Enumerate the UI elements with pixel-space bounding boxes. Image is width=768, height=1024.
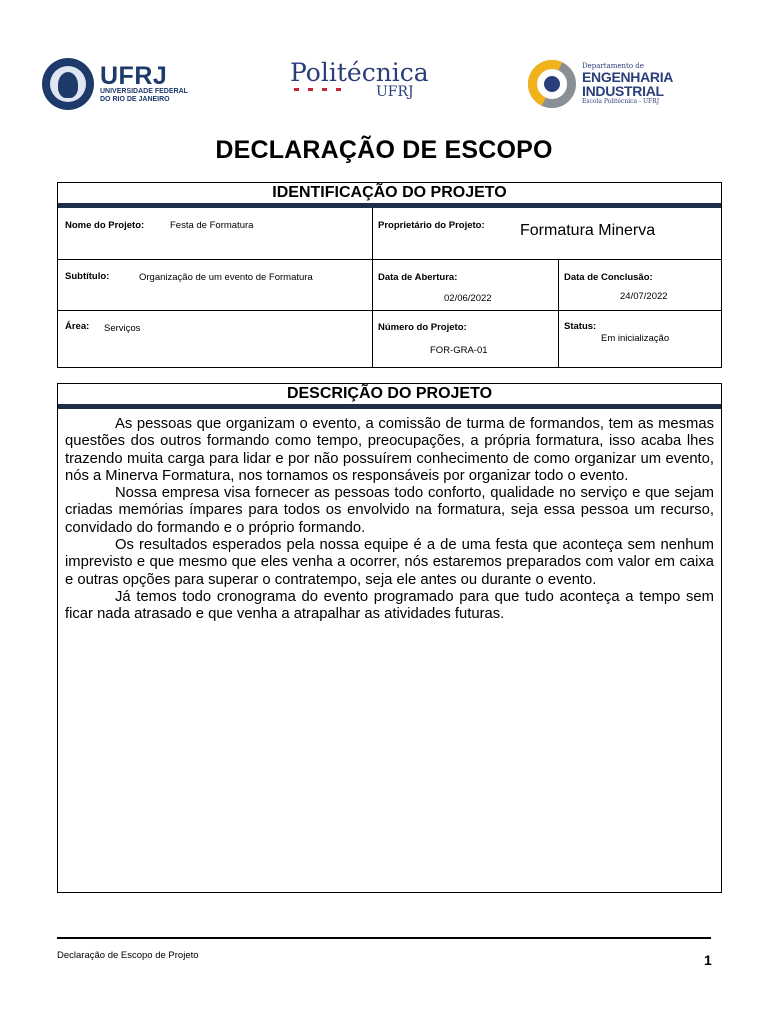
politecnica-dots-icon bbox=[294, 88, 341, 91]
project-number-cell bbox=[373, 311, 559, 367]
project-name-cell bbox=[58, 208, 373, 260]
dei-logo-sub: Escola Politécnica - UFRJ bbox=[582, 98, 660, 105]
politecnica-logo bbox=[290, 58, 430, 108]
subtitle-cell bbox=[58, 260, 373, 311]
footer-divider bbox=[57, 937, 711, 939]
ufrj-logo bbox=[42, 56, 202, 112]
description-paragraph: Os resultados esperados pela nossa equipe é a de uma festa que aconteça sem nenhum imprevisto e que mesmo que eles venha a ocorrer, nós estaremos preparados com valor em caixa e outras opções para superar o contratempo, seja ele antes ou durante o evento. bbox=[65, 537, 714, 588]
project-owner-cell bbox=[373, 208, 721, 260]
project-identification-section bbox=[57, 182, 722, 368]
start-date-cell bbox=[373, 260, 559, 311]
project-name-value: Festa de Formatura bbox=[170, 220, 254, 231]
status-value: Em inicialização bbox=[601, 333, 670, 344]
project-name-label: Nome do Projeto: bbox=[65, 220, 145, 231]
ufrj-logo-subtitle-1: UNIVERSIDADE FEDERAL bbox=[100, 88, 188, 95]
end-date-cell bbox=[559, 260, 721, 311]
subtitle-value: Organização de um evento de Formatura bbox=[139, 272, 313, 283]
dei-logo-line2: INDUSTRIAL bbox=[582, 83, 664, 99]
project-description-header: DESCRIÇÃO DO PROJETO bbox=[58, 384, 721, 409]
project-description-section bbox=[57, 383, 722, 893]
project-description-body bbox=[58, 409, 721, 624]
ufrj-emblem-icon bbox=[42, 58, 94, 110]
area-label: Área: bbox=[65, 321, 90, 332]
dei-logo-line1: ENGENHARIA bbox=[582, 69, 674, 85]
end-date-value: 24/07/2022 bbox=[620, 291, 668, 302]
footer-text: Declaração de Escopo de Projeto bbox=[57, 950, 199, 961]
area-value: Serviços bbox=[104, 323, 141, 334]
description-paragraph: As pessoas que organizam o evento, a comissão de turma de formandos, tem as mesmas questões dos outros formando como tempo, preocupações, a própria formatura, isso acaba lhes trazendo muita carga para lidar e por não possuírem conhecimento de como organizar um evento, nós a Minerva Formatura, nos tornamos os responsáveis por organizar todo o evento. bbox=[65, 416, 714, 484]
ufrj-logo-name: UFRJ bbox=[100, 62, 168, 90]
start-date-label: Data de Abertura: bbox=[378, 272, 458, 283]
subtitle-label: Subtítulo: bbox=[65, 271, 110, 282]
project-number-value: FOR-GRA-01 bbox=[430, 345, 488, 356]
description-paragraph: Já temos todo cronograma do evento programado para que tudo aconteça a tempo sem ficar nada atrasado e que venha a atrapalhar as atividades futuras. bbox=[65, 588, 714, 623]
description-paragraph: Nossa empresa visa fornecer as pessoas todo conforto, qualidade no serviço e que sejam criadas memórias ímpares para todos os envolvido na formatura, seja essa pessoa um recurso, convidado do formando e o próprio formando. bbox=[65, 485, 714, 536]
dei-logo bbox=[526, 56, 678, 112]
project-identification-header: IDENTIFICAÇÃO DO PROJETO bbox=[58, 183, 721, 208]
politecnica-logo-name: Politécnica bbox=[290, 58, 429, 87]
start-date-value: 02/06/2022 bbox=[444, 293, 492, 304]
project-owner-value: Formatura Minerva bbox=[520, 222, 656, 239]
status-label: Status: bbox=[564, 321, 597, 332]
project-number-label: Número do Projeto: bbox=[378, 322, 467, 333]
area-cell bbox=[58, 311, 373, 367]
dei-emblem-icon bbox=[526, 58, 578, 110]
ufrj-logo-subtitle-2: DO RIO DE JANEIRO bbox=[100, 96, 170, 103]
status-cell bbox=[559, 311, 721, 367]
page-number: 1 bbox=[704, 952, 712, 968]
end-date-label: Data de Conclusão: bbox=[564, 272, 653, 283]
project-owner-label: Proprietário do Projeto: bbox=[378, 220, 485, 231]
politecnica-logo-sub: UFRJ bbox=[376, 84, 414, 100]
document-title: DECLARAÇÃO DE ESCOPO bbox=[215, 136, 553, 164]
dei-logo-dept: Departamento de bbox=[582, 62, 644, 70]
